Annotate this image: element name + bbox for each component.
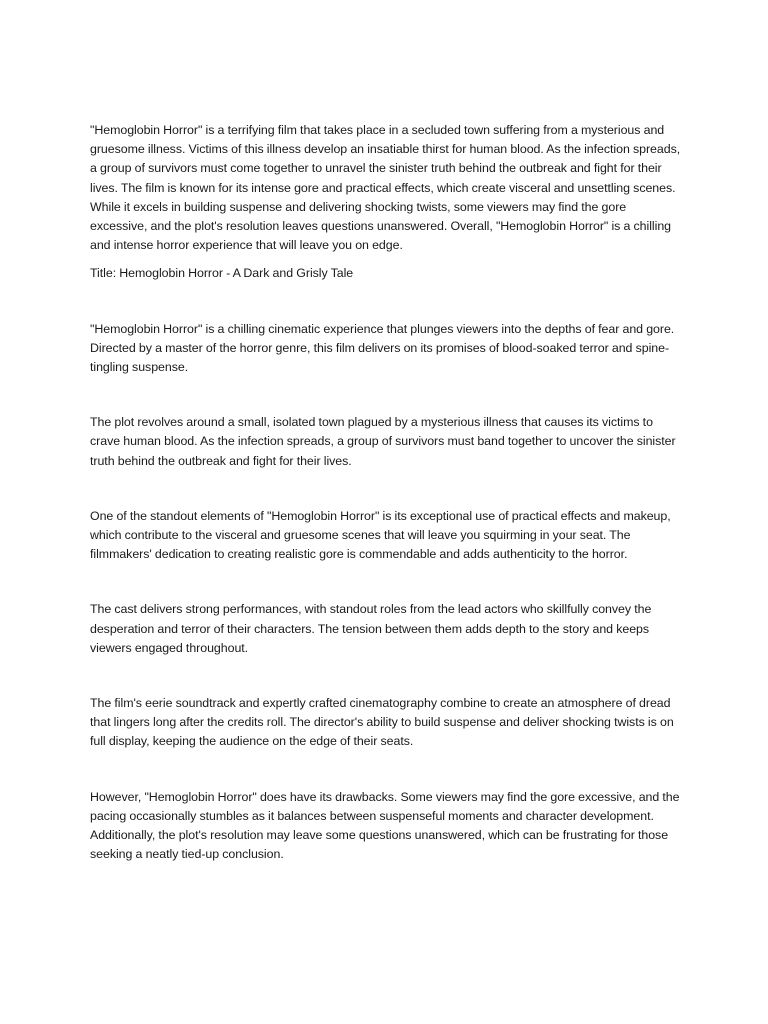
review-paragraph-effects: One of the standout elements of "Hemoglobin Horror" is its exceptional use of practical effects and makeup, which contribute to the visceral and gruesome scenes that will leave you squirming in your seat. The filmmakers' dedication to creating realistic gore is commendable and adds authenticity to the horror.: [90, 508, 671, 562]
review-title: Title: Hemoglobin Horror - A Dark and Grisly Tale: [90, 266, 354, 281]
document-body: [90, 121, 682, 864]
summary-paragraph: "Hemoglobin Horror" is a terrifying film that takes place in a secluded town suffering from a mysterious and gruesome illness. Victims of this illness develop an insatiable thirst for human blood. As the infection spreads, a group of survivors must come together to unravel the sinister truth behind the outbreak and fight for their lives. The film is known for its intense gore and practical effects, which create visceral and unsettling scenes. While it excels in building suspense and delivering shocking twists, some viewers may find the gore excessive, and the plot's resolution leaves questions unanswered. Overall, "Hemoglobin Horror" is a chilling and intense horror experience that will leave you on edge.: [90, 123, 681, 253]
review-paragraph-cast: The cast delivers strong performances, with standout roles from the lead actors who skillfully convey the desperation and terror of their characters. The tension between them adds depth to the story and keeps viewers engaged throughout.: [90, 602, 652, 655]
spacer: [90, 752, 682, 788]
spacer: [90, 471, 682, 507]
review-paragraph-plot: The plot revolves around a small, isolated town plagued by a mysterious illness that causes its victims to crave human blood. As the infection spreads, a group of survivors must band together to uncover the sinister truth behind the outbreak and fight for their lives.: [90, 415, 676, 468]
spacer: [90, 377, 682, 413]
spacer: [90, 255, 682, 264]
review-paragraph-soundtrack: The film's eerie soundtrack and expertly crafted cinematography combine to create an atmosphere of dread that lingers long after the credits roll. The director's ability to build suspense and deliver shocking twists is on full display, keeping the audience on the edge of their seats.: [90, 696, 674, 749]
spacer: [90, 564, 682, 600]
review-paragraph-drawbacks: However, "Hemoglobin Horror" does have its drawbacks. Some viewers may find the gore excessive, and the pacing occasionally stumbles as it balances between suspenseful moments and character development. Additionally, the plot's resolution may leave some questions unanswered, which can be frustrating for those seeking a neatly tied-up conclusion.: [90, 789, 680, 862]
review-paragraph-intro: "Hemoglobin Horror" is a chilling cinematic experience that plunges viewers into the depths of fear and gore. Directed by a master of the horror genre, this film delivers on its promises of blood-soaked terror and spine-tingling suspense.: [90, 321, 675, 375]
spacer: [90, 658, 682, 694]
spacer: [90, 284, 682, 320]
